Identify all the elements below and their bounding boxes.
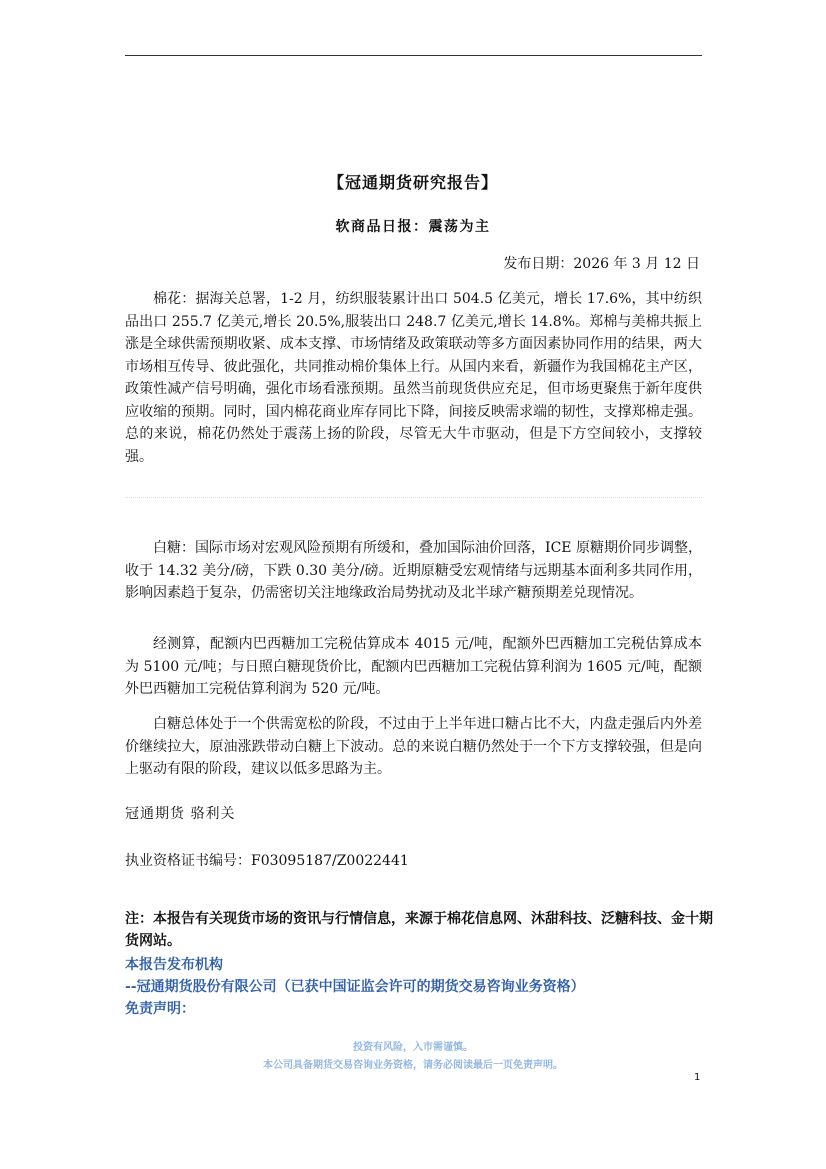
author-name: 冠通期货 骆利关 [125,806,236,822]
sugar-paragraph-1: 白糖：国际市场对宏观风险预期有所缓和，叠加国际油价回落，ICE 原糖期价同步调整，收于 14.32 美分/磅，下跌 0.30 美分/磅。近期原糖受宏观情绪与远期基本面利多共同作用，影响因素趋于复杂，仍需密切关注地缘政治局势扰动及北半球产糖预期差兑现情况。 [125,540,702,601]
report-subtitle: 软商品日报：震荡为主 [335,219,491,235]
report-header-title: 【冠通期货研究报告】 [327,173,498,192]
publish-date: 发布日期：2026 年 3 月 12 日 [503,256,700,272]
header-rule [125,55,702,56]
page-number: 1 [694,1072,701,1083]
publisher-label: 本报告发布机构 [125,957,223,973]
source-note: 注：本报告有关现货市场的资讯与行情信息，来源于棉花信息网、沐甜科技、泛糖科技、金十期货网站。 [125,911,713,949]
publisher-company: --冠通期货股份有限公司（已获中国证监会许可的期货交易咨询业务资格） [125,979,585,995]
sugar-paragraph-2: 经测算，配额内巴西糖加工完税估算成本 4015 元/吨，配额外巴西糖加工完税估算成本为 5100 元/吨；与日照白糖现货价比，配额内巴西糖加工完税估算利润为 1605 元/吨，配额外巴西糖加工完税估算利润为 520 元/吨。 [125,636,702,697]
disclaimer-label: 免责声明： [125,1001,195,1017]
cotton-paragraph: 棉花：据海关总署，1-2 月，纺织服装累计出口 504.5 亿美元，增长 17.6%，其中纺织品出口 255.7 亿美元,增长 20.5%,服装出口 248.7 亿美元,增长 14.8%。郑棉与美棉共振上涨是全球供需预期收紧、成本支撑、市场情绪及政策联动等多方面因素协同作用的结果，两大市场相互传导、彼此强化，共同推动棉价集体上行。从国内来看，新疆作为我国棉花主产区，政策性减产信号明确，强化市场看涨预期。虽然当前现货供应充足，但市场更聚焦于新年度供应收缩的预期。同时，国内棉花商业库存同比下降，间接反映需求端的韧性，支撑郑棉走强。总的来说，棉花仍然处于震荡上扬的阶段，尽管无大牛市驱动，但是下方空间较小，支撑较强。 [125,291,702,465]
section-divider [125,497,702,498]
author-cert-number: 执业资格证书编号：F03095187/Z0022441 [125,853,409,869]
footer-disclaimer-notice: 本公司具备期货交易咨询业务资格，请务必阅读最后一页免责声明。 [263,1060,563,1071]
footer-risk-warning: 投资有风险，入市需谨慎。 [353,1042,473,1053]
sugar-paragraph-3: 白糖总体处于一个供需宽松的阶段，不过由于上半年进口糖占比不大，内盘走强后内外差价继续拉大，原油涨跌带动白糖上下波动。总的来说白糖仍然处于一个下方支撑较强，但是向上驱动有限的阶段，建议以低多思路为主。 [125,716,702,777]
